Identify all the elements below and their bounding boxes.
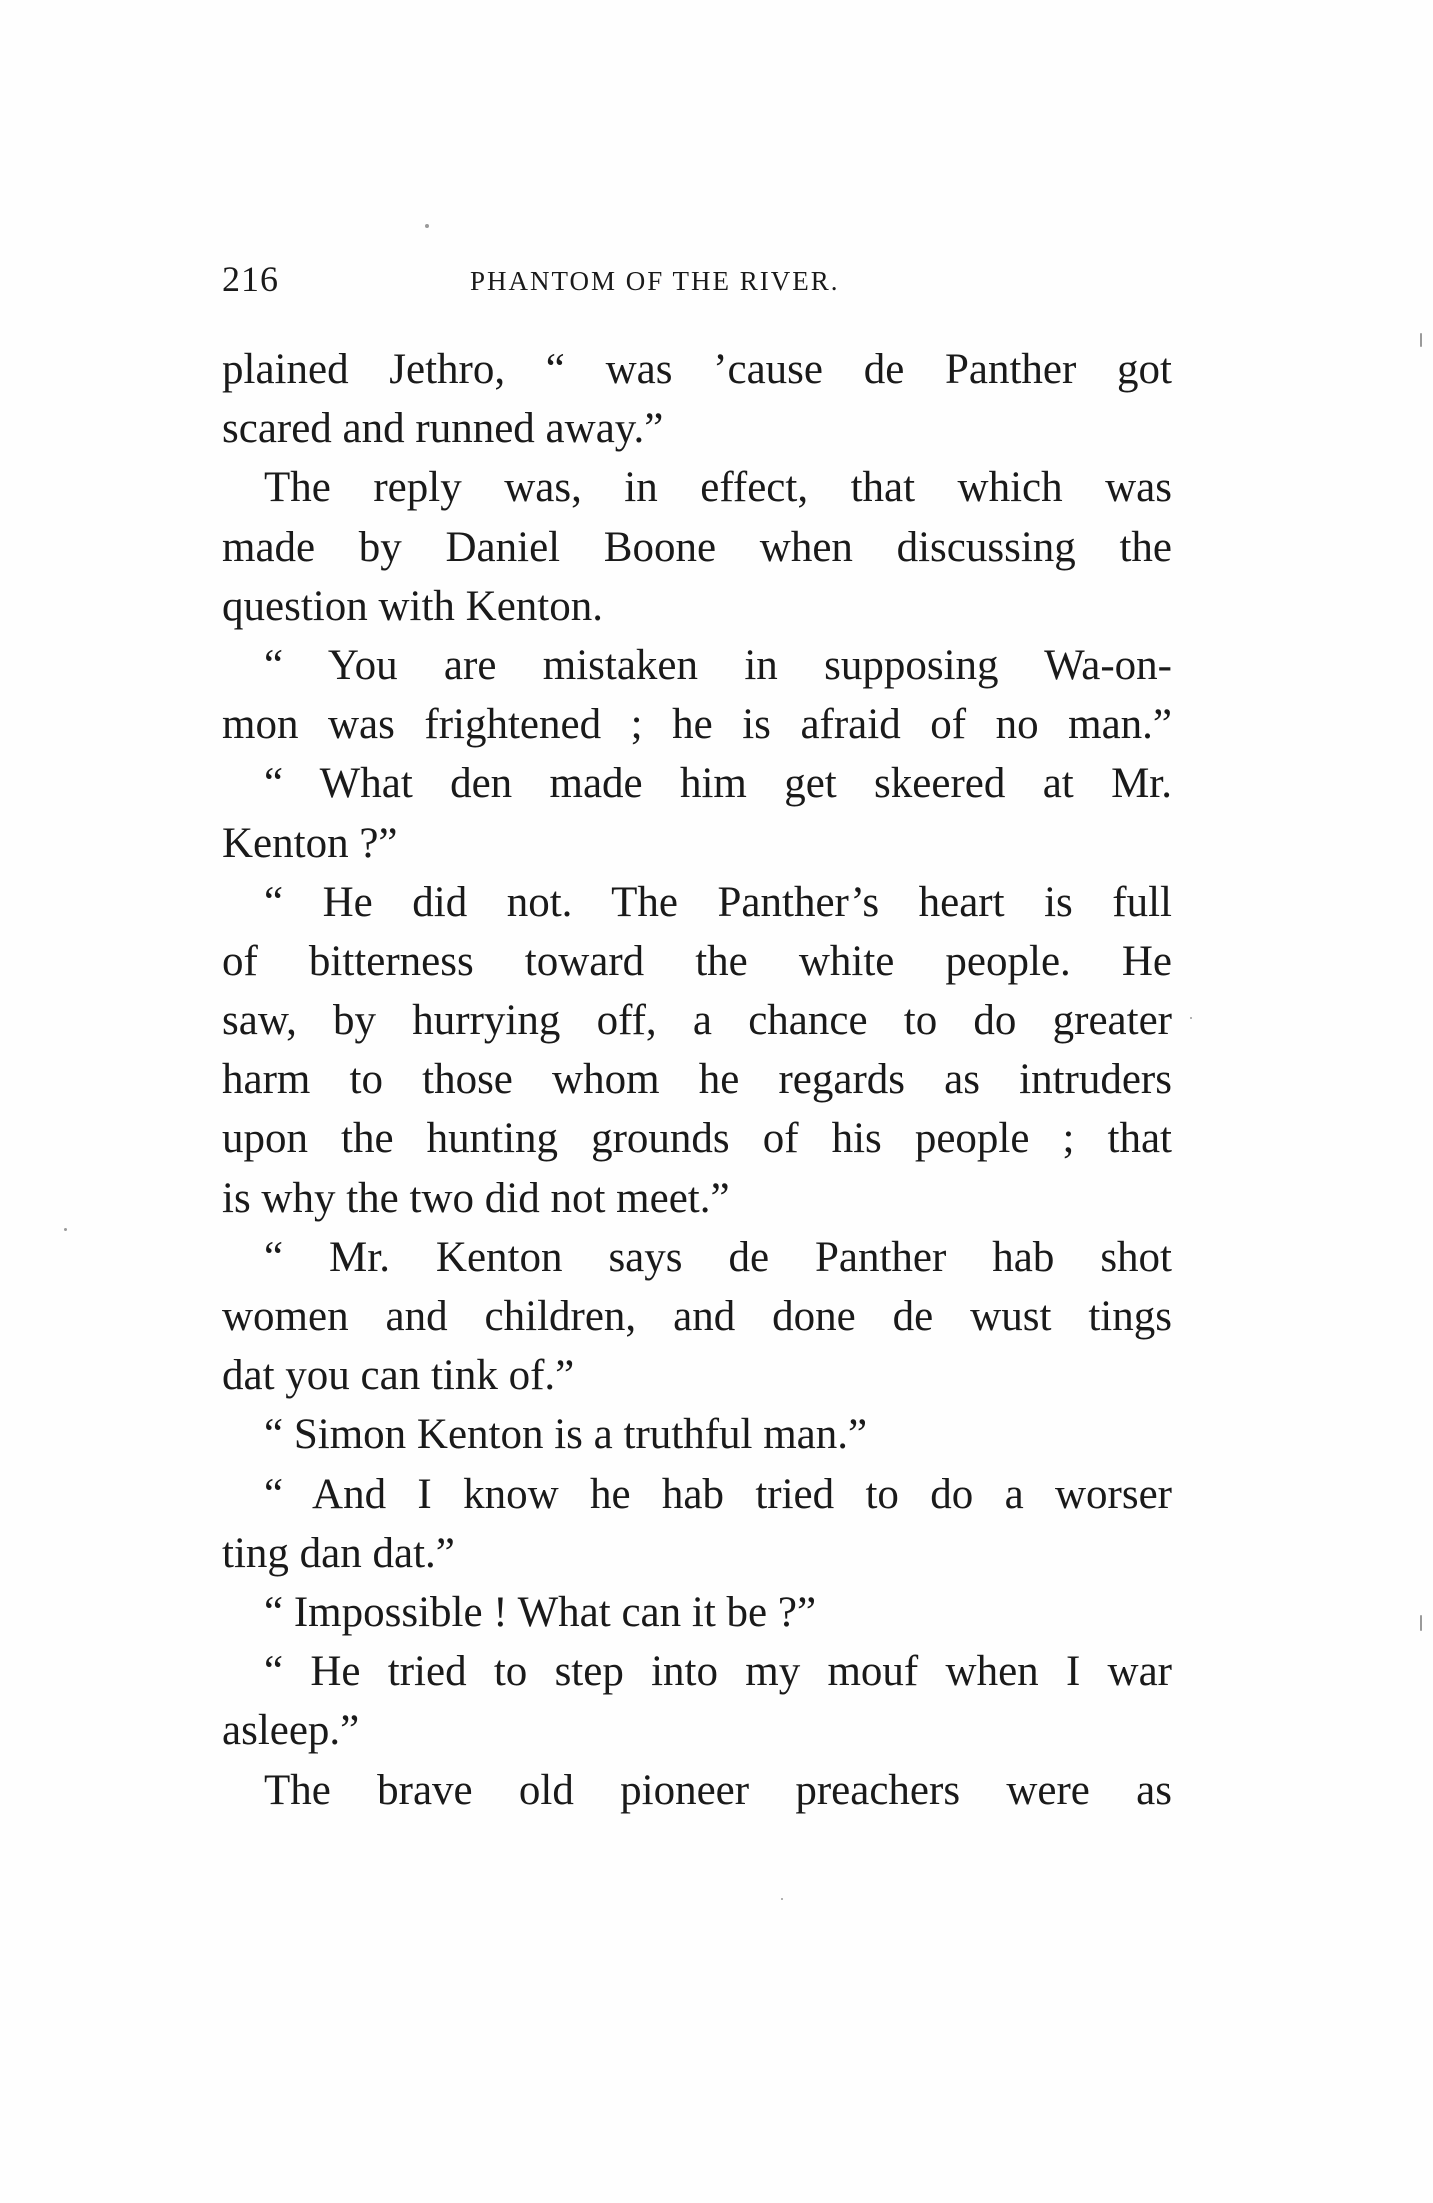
text-line: mon was frightened ; he is afraid of no man.” xyxy=(222,701,1172,749)
text-line: dat you can tink of.” xyxy=(222,1352,575,1400)
text-line: women and children, and done de wust tings xyxy=(222,1293,1172,1340)
text-line: of bitterness toward the white people. He xyxy=(222,937,1172,985)
scan-speck xyxy=(781,1898,783,1900)
scan-speck xyxy=(64,1228,67,1231)
text-line: is why the two did not meet.” xyxy=(222,1174,730,1222)
scan-speck xyxy=(1420,1615,1422,1631)
text-line: “ What den made him get skeered at Mr. xyxy=(264,760,1172,808)
text-line: plained Jethro, “ was ’cause de Panther got xyxy=(222,346,1172,393)
text-line: harm to those whom he regards as intruders xyxy=(222,1056,1172,1104)
body-text xyxy=(222,340,1172,1820)
text-line: Kenton ?” xyxy=(222,819,398,867)
text-line: saw, by hurrying off, a chance to do greater xyxy=(222,997,1172,1045)
running-head xyxy=(222,258,1172,308)
text-line: scared and runned away.” xyxy=(222,405,664,453)
scan-speck xyxy=(1190,1017,1192,1019)
scan-speck xyxy=(1420,333,1422,347)
text-line: The reply was, in effect, that which was xyxy=(264,464,1172,512)
text-line: made by Daniel Boone when discussing the xyxy=(222,523,1172,571)
text-line: “ Mr. Kenton says de Panther hab shot xyxy=(264,1233,1172,1281)
text-line: The brave old pioneer preachers were as xyxy=(264,1766,1172,1814)
text-line: asleep.” xyxy=(222,1707,360,1755)
text-line: ting dan dat.” xyxy=(222,1529,455,1577)
text-line: “ He tried to step into my mouf when I war xyxy=(264,1648,1172,1696)
text-line: question with Kenton. xyxy=(222,582,603,630)
text-line: “ You are mistaken in supposing Wa-on- xyxy=(264,641,1172,689)
text-line: “ He did not. The Panther’s heart is full xyxy=(264,878,1172,926)
running-title: PHANTOM OF THE RIVER. xyxy=(470,266,840,296)
page-number: 216 xyxy=(222,259,279,299)
text-line: “ Impossible ! What can it be ?” xyxy=(264,1588,817,1636)
scan-speck xyxy=(425,224,429,228)
text-line: “ Simon Kenton is a truthful man.” xyxy=(264,1411,868,1459)
text-line: upon the hunting grounds of his people ; that xyxy=(222,1115,1172,1163)
text-line: “ And I know he hab tried to do a worser xyxy=(264,1470,1172,1518)
